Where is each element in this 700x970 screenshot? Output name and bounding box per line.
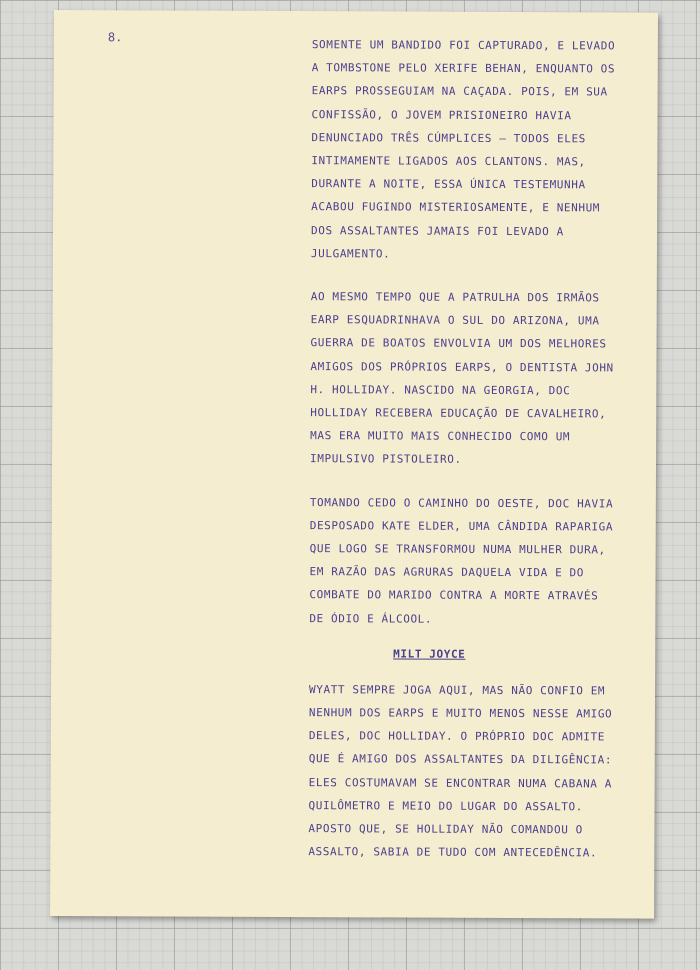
text-line: APOSTO QUE, SE HOLLIDAY NÃO COMANDOU O xyxy=(308,822,583,837)
text-line: DELES, DOC HOLLIDAY. O PRÓPRIO DOC ADMITE xyxy=(308,729,605,744)
text-line: ACABOU FUGINDO MISTERIOSAMENTE, E NENHUM xyxy=(311,200,601,215)
text-line: IMPULSIVO PISTOLEIRO. xyxy=(310,452,462,467)
paragraph-holliday xyxy=(310,285,651,472)
text-line: AMIGOS DOS PRÓPRIOS EARPS, O DENTISTA JOHN xyxy=(310,359,614,375)
text-line: DESPOSADO KATE ELDER, UMA CÂNDIDA RAPARIGA xyxy=(309,518,614,534)
text-line: CONFISSÃO, O JOVEM PRISIONEIRO HAVIA xyxy=(311,107,572,122)
paragraph-milt-joyce-quote xyxy=(308,678,649,865)
text-line: GUERRA DE BOATOS ENVOLVIA UM DOS MELHORES xyxy=(310,336,607,351)
text-line: AO MESMO TEMPO QUE A PATRULHA DOS IRMÃOS xyxy=(310,290,600,305)
text-line: HOLLIDAY RECEBERA EDUCAÇÃO DE CAVALHEIRO, xyxy=(310,406,607,421)
text-line: DE ÓDIO E ÁLCOOL. xyxy=(309,611,433,626)
typewritten-page xyxy=(50,10,658,919)
text-line: EARP ESQUADRINHAVA O SUL DO ARIZONA, UMA xyxy=(310,313,600,328)
text-line: ASSALTO, SABIA DE TUDO COM ANTECEDÊNCIA. xyxy=(308,845,598,860)
text-line: DENUNCIADO TRÊS CÚMPLICES — TODOS ELES xyxy=(311,130,586,146)
page-number: 8. xyxy=(107,30,123,45)
text-line: TOMANDO CEDO O CAMINHO DO OESTE, DOC HAVIA xyxy=(309,495,614,511)
text-line: QUE É AMIGO DOS ASSALTANTES DA DILIGÊNCIA: xyxy=(308,752,613,767)
text-line: DURANTE A NOITE, ESSA ÚNICA TESTEMUNHA xyxy=(311,177,586,192)
section-heading: MILT JOYCE xyxy=(393,647,466,661)
typed-text-column xyxy=(308,33,652,885)
text-line: COMBATE DO MARIDO CONTRA A MORTE ATRAVÉS xyxy=(309,588,599,603)
paragraph-kate-elder xyxy=(309,491,650,632)
text-line: QUILÔMETRO E MEIO DO LUGAR DO ASSALTO. xyxy=(308,799,584,814)
text-line: ELES COSTUMAVAM SE ENCONTRAR NUMA CABANA A xyxy=(308,775,613,791)
text-line: A TOMBSTONE PELO XERIFE BEHAN, ENQUANTO OS xyxy=(311,61,616,76)
text-line: DOS ASSALTANTES JAMAIS FOI LEVADO A xyxy=(311,223,564,238)
text-line: MAS ERA MUITO MAIS CONHECIDO COMO UM xyxy=(310,429,571,444)
text-line: QUE LOGO SE TRANSFORMOU NUMA MULHER DURA, xyxy=(309,542,606,557)
paragraph-capture xyxy=(311,33,652,267)
text-line: WYATT SEMPRE JOGA AQUI, MAS NÃO CONFIO EM xyxy=(309,682,606,698)
text-line: JULGAMENTO. xyxy=(310,246,391,261)
text-line: SOMENTE UM BANDIDO FOI CAPTURADO, E LEVADO xyxy=(311,38,616,53)
text-line: H. HOLLIDAY. NASCIDO NA GEORGIA, DOC xyxy=(310,382,571,398)
text-line: EM RAZÃO DAS AGRURAS DAQUELA VIDA E DO xyxy=(309,565,585,580)
text-line: INTIMAMENTE LIGADOS AOS CLANTONS. MAS, xyxy=(311,154,586,169)
text-line: EARPS PROSSEGUIAM NA CAÇADA. POIS, EM SUA xyxy=(311,84,608,99)
text-line: NENHUM DOS EARPS E MUITO MENOS NESSE AMIGO xyxy=(308,706,613,721)
